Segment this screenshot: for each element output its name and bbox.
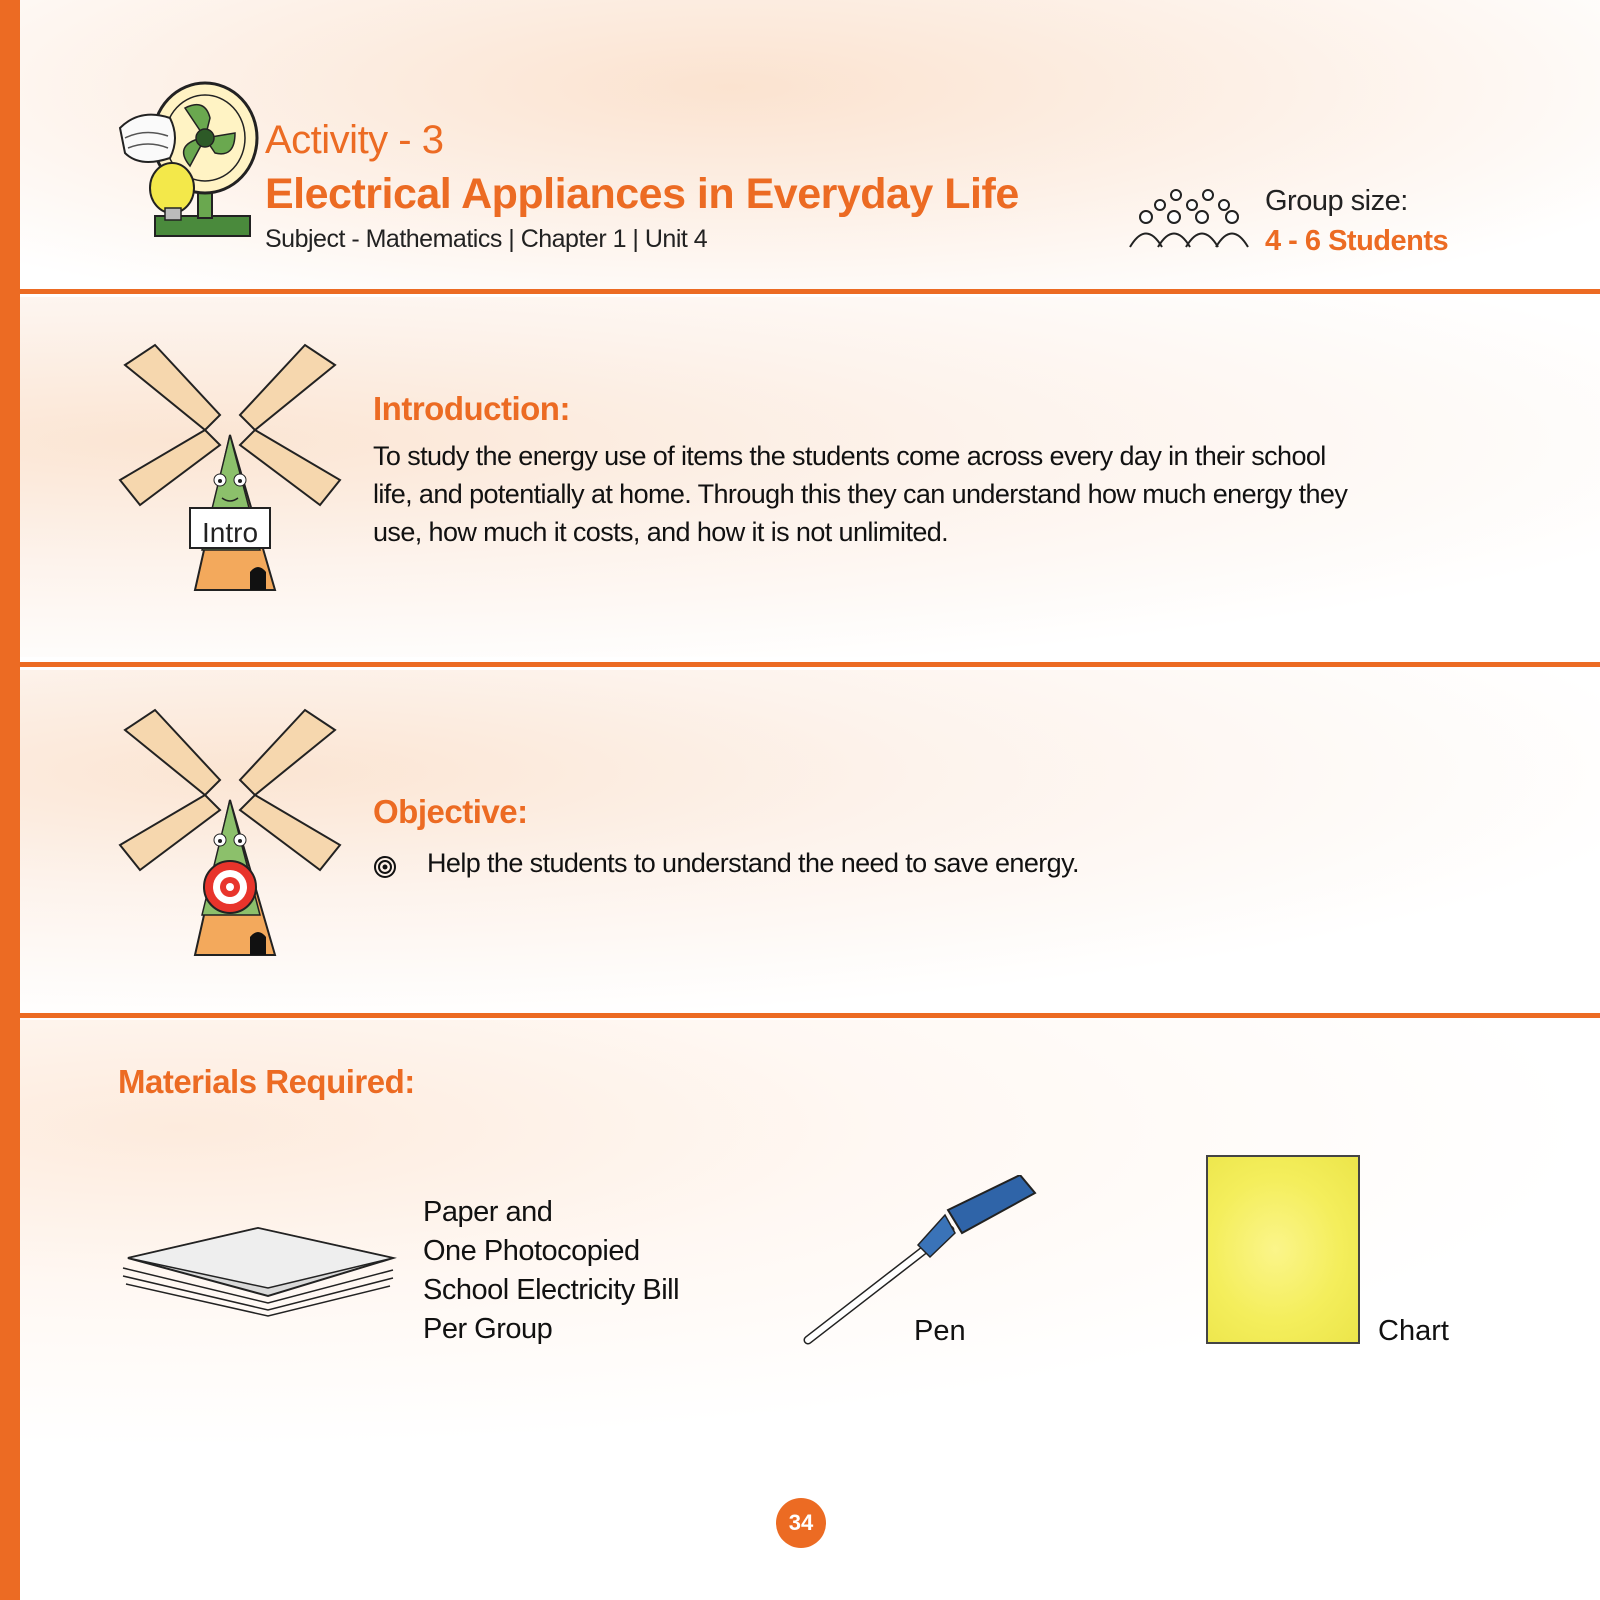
group-size-label: Group size: (1265, 185, 1408, 217)
intro-body-line: use, how much it costs, and how it is not unlimited. (373, 517, 949, 547)
paper-label-line: School Electricity Bill (423, 1274, 680, 1306)
divider-3 (20, 1013, 1600, 1018)
intro-sign-text: Intro (201, 517, 259, 548)
pen-label: Pen (914, 1315, 966, 1347)
intro-body (373, 437, 1453, 551)
paper-label-line: One Photocopied (423, 1235, 640, 1267)
intro-body-line: To study the energy use of items the students come across every day in their school (373, 441, 1326, 471)
chart-label: Chart (1378, 1315, 1449, 1347)
paper-stack-icon (118, 1218, 398, 1318)
objective-heading: Objective: (373, 793, 528, 830)
target-bullet-icon (373, 855, 397, 879)
chart-paper-icon (1206, 1155, 1360, 1344)
paper-label-line: Paper and (423, 1196, 553, 1228)
left-accent-bar (0, 0, 20, 1600)
subject-line: Subject - Mathematics | Chapter 1 | Unit 4 (265, 225, 708, 253)
materials-heading: Materials Required: (118, 1063, 415, 1100)
paper-label-line: Per Group (423, 1313, 553, 1345)
objective-item: Help the students to understand the need to save energy. (427, 848, 1079, 878)
intro-body-line: life, and potentially at home. Through this they can understand how much energy they (373, 479, 1348, 509)
divider-1 (20, 289, 1600, 294)
page-number: 34 (776, 1498, 826, 1548)
group-size-value: 4 - 6 Students (1265, 225, 1449, 257)
fan-bulb-illustration (110, 78, 260, 250)
page-title: Electrical Appliances in Everyday Life (265, 170, 1019, 218)
divider-2 (20, 662, 1600, 667)
group-people-icon (1128, 185, 1256, 250)
activity-label: Activity - 3 (265, 118, 444, 162)
windmill-intro-illustration (110, 340, 350, 605)
windmill-objective-illustration (110, 705, 350, 970)
intro-heading: Introduction: (373, 390, 570, 427)
paper-label (423, 1193, 679, 1349)
